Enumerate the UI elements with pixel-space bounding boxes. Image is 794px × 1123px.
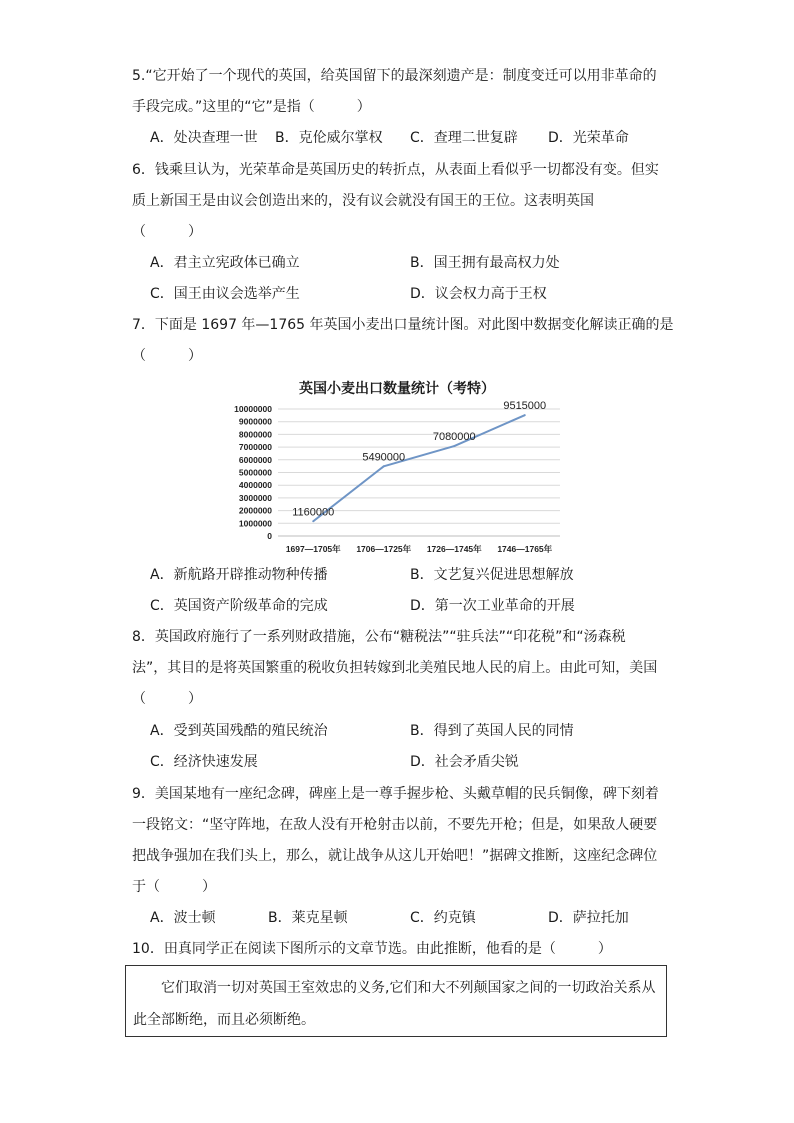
- quote-box: [125, 965, 667, 1037]
- x-tick-label: 1697—1705年: [285, 544, 341, 554]
- data-label: 1160000: [292, 506, 335, 519]
- q5-stem-line2: 手段完成。”这里的“它”是指（ ）: [132, 99, 371, 115]
- x-tick-label: 1706—1725年: [356, 544, 412, 554]
- q6-option-d[interactable]: D．议会权力高于王权: [410, 286, 547, 302]
- q5-option-d[interactable]: D．光荣革命: [548, 130, 629, 146]
- data-label: 7080000: [432, 431, 476, 444]
- q5-stem-line1: 5.“它开始了一个现代的英国，给英国留下的最深刻遗产是：制度变迁可以用非革命的: [132, 68, 657, 84]
- q6-option-c[interactable]: C．国王由议会选举产生: [150, 286, 300, 302]
- q7-option-b[interactable]: B．文艺复兴促进思想解放: [410, 567, 574, 583]
- series-line: [313, 415, 525, 521]
- y-tick-label: 8000000: [238, 429, 272, 440]
- y-tick-label: 0: [267, 531, 272, 541]
- q9-option-d[interactable]: D．萨拉托加: [548, 910, 629, 926]
- y-tick-label: 3000000: [238, 492, 272, 503]
- y-tick-label: 6000000: [238, 454, 272, 465]
- q9-option-a[interactable]: A．波士顿: [150, 910, 216, 926]
- q6-stem-line1: 6．钱乘旦认为，光荣革命是英国历史的转折点，从表面上看似乎一切都没有变。但实: [132, 162, 659, 178]
- q8-stem-line2: 法”，其目的是将英国繁重的税收负担转嫁到北美殖民地人民的肩上。由此可知，美国: [132, 660, 658, 676]
- y-tick-label: 2000000: [238, 505, 272, 516]
- q6-option-a[interactable]: A．君主立宪政体已确立: [150, 255, 300, 271]
- q5-option-a[interactable]: A．处决查理一世: [150, 130, 258, 146]
- y-tick-label: 5000000: [238, 467, 272, 478]
- q6-stem-line3: （ ）: [132, 224, 202, 240]
- q9-stem-line3: 把战争强加在我们头上，那么，就让战争从这儿开始吧！”据碑文推断，这座纪念碑位: [132, 848, 658, 864]
- y-tick-label: 4000000: [238, 480, 272, 491]
- q9-option-c[interactable]: C．约克镇: [410, 910, 476, 926]
- data-point: [383, 465, 385, 467]
- q9-option-b[interactable]: B．莱克星顿: [268, 910, 348, 926]
- x-tick-label: 1726—1745年: [426, 544, 482, 554]
- q8-option-c[interactable]: C．经济快速发展: [150, 754, 258, 770]
- q9-stem-line4: 于（ ）: [132, 879, 216, 895]
- q6-option-b[interactable]: B．国王拥有最高权力处: [410, 255, 560, 271]
- q8-stem-line3: （ ）: [132, 691, 202, 707]
- q7-option-c[interactable]: C．英国资产阶级革命的完成: [150, 598, 328, 614]
- q5-option-c[interactable]: C．查理二世复辟: [410, 130, 518, 146]
- q8-option-d[interactable]: D．社会矛盾尖锐: [410, 754, 519, 770]
- data-point: [453, 445, 455, 447]
- q10-stem: 10．田真同学正在阅读下图所示的文章节选。由此推断，他看的是（ ）: [132, 941, 612, 957]
- y-tick-label: 9000000: [238, 416, 272, 427]
- q7-option-a[interactable]: A．新航路开辟推动物种传播: [150, 567, 328, 583]
- q8-option-a[interactable]: A．受到英国残酷的殖民统治: [150, 723, 328, 739]
- chart-title: 英国小麦出口数量统计（考特）: [299, 381, 495, 397]
- data-label: 9515000: [503, 400, 547, 413]
- data-label: 5490000: [362, 451, 406, 464]
- quote-line2: 此全部断绝，而且必须断绝。: [133, 1012, 315, 1028]
- y-tick-label: 7000000: [238, 442, 272, 453]
- data-point: [524, 414, 526, 416]
- q7-stem-line2: （ ）: [132, 348, 202, 364]
- q6-stem-line2: 质上新国王是由议会创造出来的，没有议会就没有国王的王位。这表明英国: [132, 193, 594, 209]
- q7-option-d[interactable]: D．第一次工业革命的开展: [410, 598, 575, 614]
- y-tick-label: 1000000: [238, 518, 272, 529]
- quote-line1: 它们取消一切对英国王室效忠的义务,它们和大不列颠国家之间的一切政治关系从: [161, 980, 656, 996]
- q5-option-b[interactable]: B．克伦威尔掌权: [275, 130, 383, 146]
- q7-stem-line1: 7．下面是 1697 年—1765 年英国小麦出口量统计图。对此图中数据变化解读正确的是: [132, 317, 674, 333]
- x-tick-label: 1746—1765年: [497, 544, 553, 554]
- q8-stem-line1: 8．英国政府施行了一系列财政措施，公布“糖税法”“驻兵法”“印花税”和“汤森税: [132, 629, 626, 645]
- q8-option-b[interactable]: B．得到了英国人民的同情: [410, 723, 574, 739]
- y-tick-label: 10000000: [234, 404, 272, 414]
- data-point: [312, 520, 314, 522]
- q9-stem-line2: 一段铭文：“坚守阵地，在敌人没有开枪射击以前，不要先开枪；但是，如果敌人硬要: [132, 817, 658, 833]
- q9-stem-line1: 9．美国某地有一座纪念碑，碑座上是一尊手握步枪、头戴草帽的民兵铜像，碑下刻着: [132, 786, 659, 802]
